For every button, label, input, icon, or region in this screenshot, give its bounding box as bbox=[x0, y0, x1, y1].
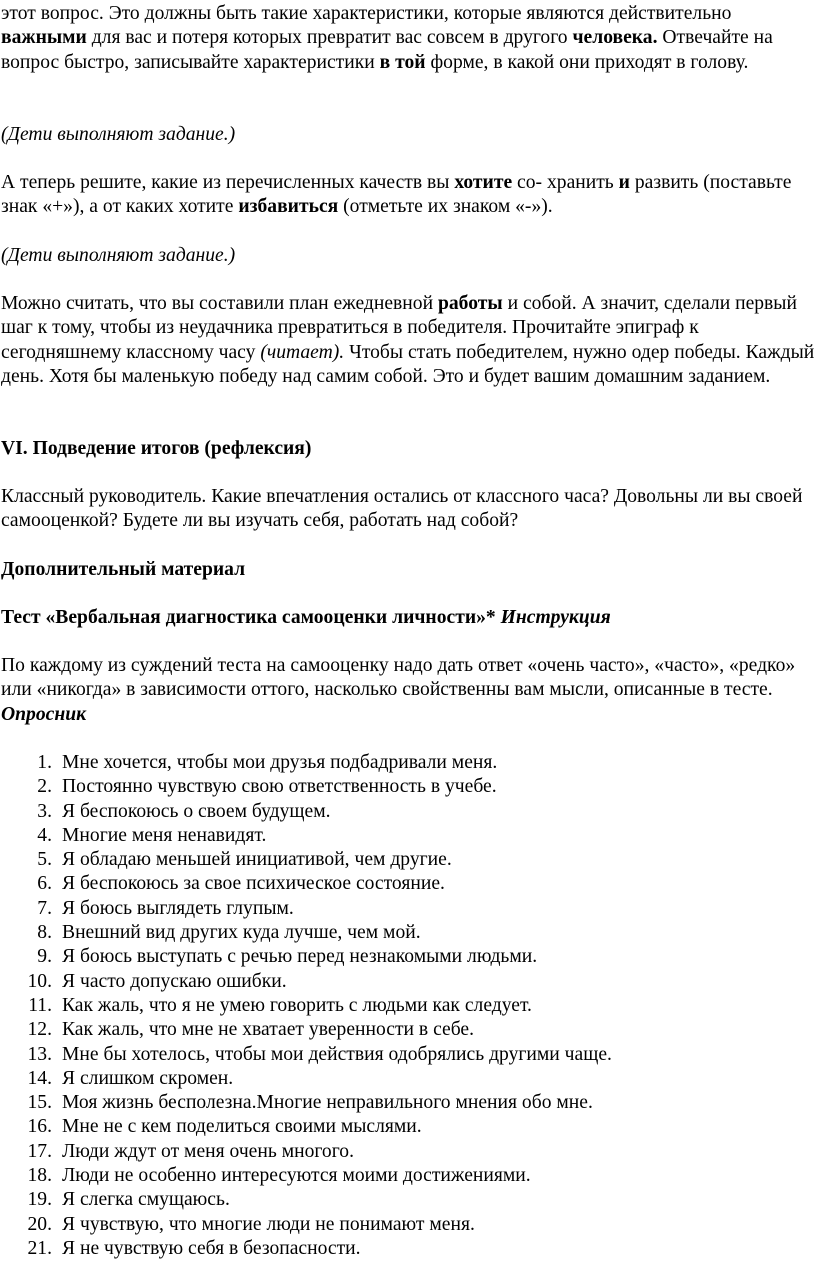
list-item bbox=[0, 945, 816, 969]
section-heading-reflection: VI. Подведение итогов (рефлексия) bbox=[1, 438, 312, 459]
paragraph-test-instructions bbox=[1, 654, 811, 727]
list-item bbox=[0, 1115, 816, 1139]
list-item-number: 11. bbox=[28, 994, 52, 1016]
text-run: А теперь решите, какие из перечисленных качеств вы bbox=[1, 172, 455, 193]
list-item bbox=[0, 824, 816, 848]
list-item-text: Мне хочется, чтобы мои друзья подбадривали меня. bbox=[62, 752, 498, 773]
list-item-number: 8. bbox=[37, 922, 52, 944]
text-run: развить (поставьте знак «+»), а от каких хотите bbox=[1, 172, 792, 218]
text-run: Можно считать, что вы составили план ежедневной bbox=[1, 293, 438, 314]
list-item bbox=[0, 921, 816, 945]
list-item-number: 4. bbox=[37, 824, 52, 846]
text-run: Отвечайте на вопрос быстро, записывайте характеристики bbox=[1, 27, 773, 73]
list-item bbox=[0, 751, 816, 775]
list-item-text: Внешний вид других куда лучше, чем мой. bbox=[62, 922, 421, 944]
list-item bbox=[0, 994, 816, 1018]
list-item-number: 1. bbox=[37, 752, 52, 773]
heading-additional-material: Дополнительный материал bbox=[1, 559, 246, 580]
stage-direction-2: (Дети выполняют задание.) bbox=[1, 245, 236, 266]
list-item-number: 18. bbox=[27, 1165, 52, 1187]
paragraph-answer-instructions bbox=[1, 2, 811, 75]
list-item-text: Я боюсь выступать с речью перед незнакомыми людьми. bbox=[62, 946, 538, 968]
list-item-number: 19. bbox=[27, 1189, 52, 1211]
list-item-number: 20. bbox=[27, 1213, 52, 1235]
bold-italic-run: Инструкция bbox=[500, 607, 611, 628]
text-run: (отметьте их знаком «-»). bbox=[338, 196, 553, 218]
list-item-text: Как жаль, что я не умею говорить с людьми как следует. bbox=[62, 994, 532, 1016]
list-item-number: 3. bbox=[37, 800, 52, 822]
list-item-number: 21. bbox=[27, 1237, 52, 1259]
paragraph-teacher-questions: Классный руководитель. Какие впечатления остались от классного часа? Довольны ли вы своей самооценкой? Будете ли вы изучать себя, работать над собой? bbox=[1, 486, 803, 532]
list-item bbox=[0, 1018, 816, 1042]
list-item-number: 13. bbox=[27, 1043, 52, 1065]
list-item bbox=[0, 970, 816, 994]
bold-run: Тест «Вербальная диагностика самооценки личности»* bbox=[1, 607, 501, 628]
list-item-text: Мне не с кем поделиться своими мыслями. bbox=[62, 1116, 422, 1138]
list-item bbox=[0, 1091, 816, 1115]
list-item-text: Люди ждут от меня очень многого. bbox=[62, 1140, 354, 1162]
list-item-text: Многие меня ненавидят. bbox=[62, 824, 267, 846]
list-item-number: 15. bbox=[27, 1092, 52, 1114]
list-item-text: Я беспокоюсь за свое психическое состояние. bbox=[62, 873, 445, 895]
list-item-text: Я беспокоюсь о своем будущем. bbox=[62, 800, 331, 822]
text-run: со- хранить bbox=[512, 172, 619, 193]
list-item-number: 14. bbox=[27, 1067, 52, 1089]
list-item-text: Я слегка смущаюсь. bbox=[62, 1189, 230, 1211]
list-item bbox=[0, 897, 816, 921]
text-run: и собой. А значит, сделали первый шаг к тому, чтобы из неудачника превратиться в победителя. Прочитайте эпиграф к сегодняшнему классному часу bbox=[1, 293, 797, 363]
text-run: форме, в какой они приходят в голову. bbox=[425, 51, 749, 73]
bold-run: работы bbox=[437, 293, 503, 314]
list-item-text: Я чувствую, что многие люди не понимают меня. bbox=[62, 1213, 475, 1235]
bold-run: хотите bbox=[454, 172, 513, 193]
list-item-text: Постоянно чувствую свою ответственность в учебе. bbox=[62, 776, 497, 798]
italic-run: (читает). bbox=[260, 341, 345, 363]
list-item-text: Я часто допускаю ошибки. bbox=[62, 970, 287, 992]
bold-run: в той bbox=[379, 51, 426, 73]
text-run: этот вопрос. Это должны быть такие характеристики, которые являются действительно bbox=[1, 3, 732, 24]
list-item bbox=[0, 1213, 816, 1237]
bold-run: и bbox=[618, 172, 630, 193]
list-item bbox=[0, 1067, 816, 1091]
list-item-text: Как жаль, что мне не хватает уверенности в себе. bbox=[62, 1019, 475, 1041]
list-item-text: Я обладаю меньшей инициативой, чем другие. bbox=[62, 849, 452, 871]
bold-run: избавиться bbox=[238, 196, 339, 218]
text-run: для вас и потеря которых превратит вас совсем в другого bbox=[86, 27, 573, 49]
bold-italic-run: Опросник bbox=[1, 703, 87, 725]
list-item-number: 10. bbox=[27, 970, 52, 992]
bold-run: важными bbox=[1, 27, 87, 49]
list-item-number: 17. bbox=[27, 1140, 52, 1162]
list-item-text: Я слишком скромен. bbox=[62, 1067, 234, 1089]
paragraph-daily-plan bbox=[1, 292, 816, 389]
list-item-number: 2. bbox=[37, 776, 52, 798]
list-item-text: Я не чувствую себя в безопасности. bbox=[62, 1237, 361, 1259]
heading-test-title bbox=[1, 606, 811, 630]
list-item-number: 12. bbox=[27, 1019, 52, 1041]
list-item-number: 7. bbox=[37, 897, 52, 919]
stage-direction-1: (Дети выполняют задание.) bbox=[1, 124, 236, 145]
list-item-number: 9. bbox=[37, 946, 52, 968]
list-item bbox=[0, 1188, 816, 1212]
list-item bbox=[0, 1140, 816, 1164]
list-item-number: 6. bbox=[37, 873, 52, 895]
list-item-text: Люди не особенно интересуются моими достижениями. bbox=[62, 1165, 531, 1187]
list-item bbox=[0, 872, 816, 896]
list-item-number: 16. bbox=[27, 1116, 52, 1138]
list-item-text: Я боюсь выглядеть глупым. bbox=[62, 897, 294, 919]
list-item bbox=[0, 1043, 816, 1067]
list-item bbox=[0, 800, 816, 824]
list-item bbox=[0, 775, 816, 799]
list-item bbox=[0, 1164, 816, 1188]
list-item-text: Мне бы хотелось, чтобы мои действия одобрялись другими чаще. bbox=[62, 1043, 612, 1065]
text-run: По каждому из суждений теста на самооценку надо дать ответ «очень часто», «часто», «редко» или «никогда» в зависимости оттого, насколько свойственны вам мысли, описанные в тесте. bbox=[1, 655, 796, 701]
paragraph-mark-qualities bbox=[1, 171, 811, 220]
questionnaire-list bbox=[0, 751, 816, 1261]
list-item bbox=[0, 1237, 816, 1261]
list-item-number: 5. bbox=[37, 849, 52, 871]
list-item bbox=[0, 848, 816, 872]
text-run: Чтобы стать победителем, нужно одер победы. Каждый день. Хотя бы маленькую победу над самим собой. Это и будет вашим домашним заданием. bbox=[1, 341, 815, 387]
list-item-text: Моя жизнь бесполезна.Многие неправильного мнения обо мне. bbox=[62, 1092, 593, 1114]
bold-run: человека. bbox=[572, 27, 658, 49]
